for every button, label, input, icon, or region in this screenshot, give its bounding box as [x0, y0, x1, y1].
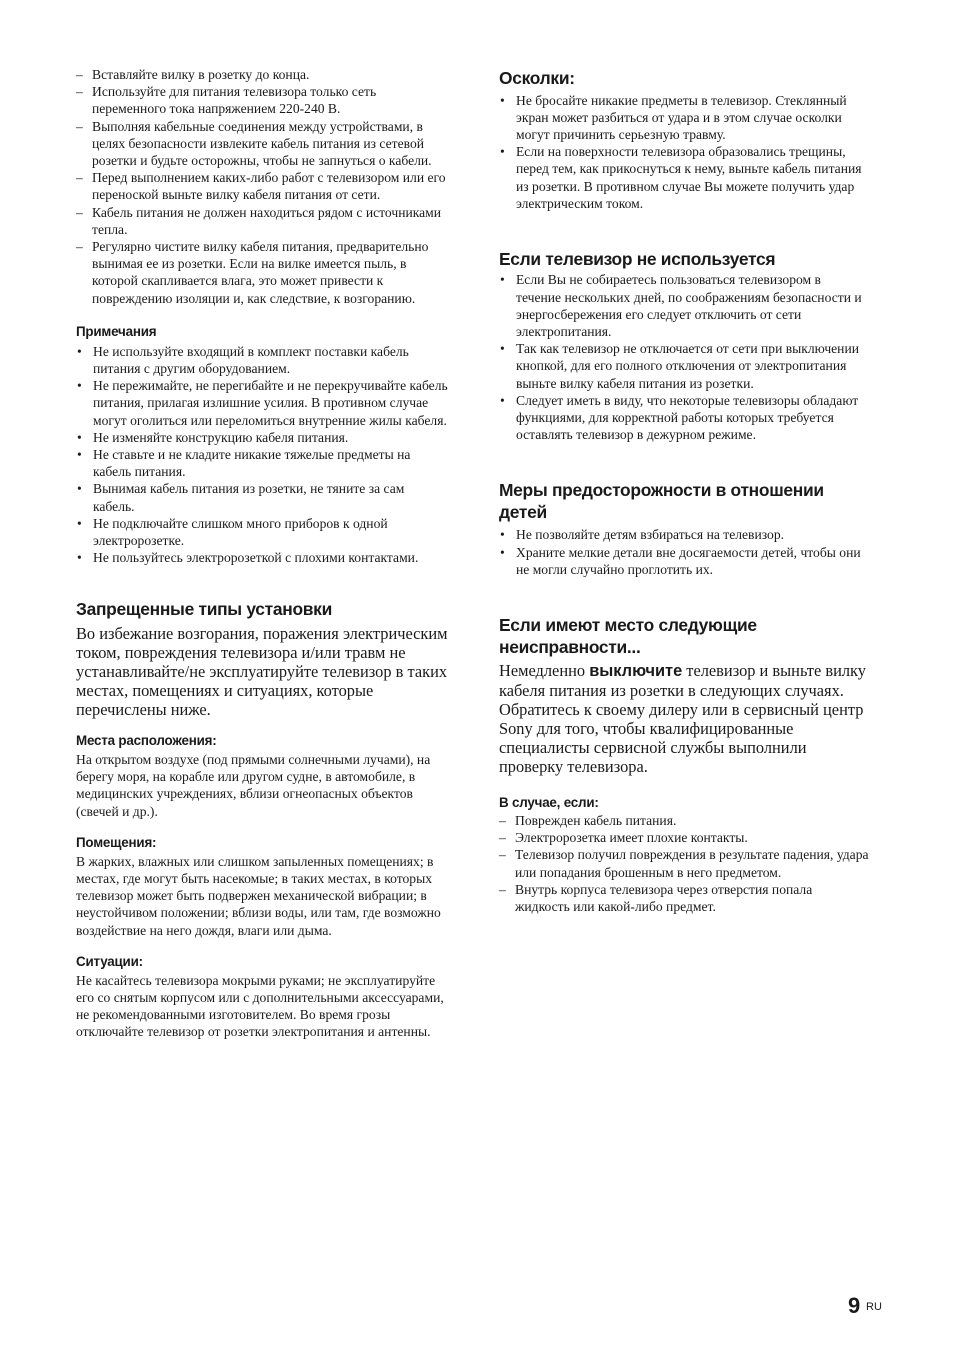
situations-text: Не касайтесь телевизора мокрыми руками; не эксплуатируйте его со снятым корпусом или с дополнительными аксессуарами, не рекомендованными изготовителем. Во время грозы отключайте телевизор от розетки электропитания и антенны. — [76, 972, 444, 1040]
list-item: – Электророзетка имеет плохие контакты. — [482, 829, 869, 846]
list-item: • Не ставьте и не кладите никакие тяжелые предметы на кабель питания. — [76, 446, 448, 480]
power-off-emphasis: выключите — [589, 662, 683, 681]
forbidden-installation-heading: Запрещенные типы установки — [76, 599, 332, 620]
list-item: – Вставляйте вилку в розетку до конца. — [59, 66, 448, 83]
list-item: • Так как телевизор не отключается от сети при выключении кнопкой, для его полного отключения от электропитания выньте вилку кабеля питания из розетки. — [499, 340, 869, 392]
notes-heading: Примечания — [76, 323, 157, 339]
list-item: – Используйте для питания телевизора только сеть переменного тока напряжением 220-240 В. — [59, 83, 448, 117]
page-number: 9 — [848, 1293, 861, 1318]
list-item: • Не пользуйтесь электророзеткой с плохими контактами. — [76, 549, 448, 566]
list-item: • Не подключайте слишком много приборов к одной электророзетке. — [76, 515, 448, 549]
children-heading: Меры предосторожности в отношении детей — [499, 480, 824, 522]
situations-heading: Ситуации: — [76, 953, 143, 969]
power-cord-list — [59, 66, 448, 307]
list-item: – Кабель питания не должен находиться рядом с источниками тепла. — [59, 204, 448, 238]
locations-heading: Места расположения: — [76, 732, 217, 748]
list-item: • Если Вы не собираетесь пользоваться телевизором в течение нескольких дней, по соображениям безопасности и энергосбережения его следует отключить от сети электропитания. — [499, 271, 869, 340]
fragments-list — [499, 92, 869, 212]
list-item: • Не используйте входящий в комплект поставки кабель питания с другим оборудованием. — [76, 343, 448, 377]
right-column — [499, 68, 869, 915]
list-item: – Поврежден кабель питания. — [482, 812, 869, 829]
rooms-text: В жарких, влажных или слишком запыленных помещениях; в местах, где могут быть насекомые; в таких местах, в которых телевизор может быть подвержен механической вибрации; в неустойчивом положении; вблизи воды, или там, где возможно воздействие на него дождя, влаги или дыма. — [76, 853, 441, 938]
list-item: • Храните мелкие детали вне досягаемости детей, чтобы они не могли случайно проглотить их. — [499, 544, 869, 578]
rooms-heading: Помещения: — [76, 834, 157, 850]
locations-text: На открытом воздухе (под прямыми солнечными лучами), на берегу моря, на корабле или другом судне, в автомобиле, в медицинских учреждениях, вблизи огнеопасных объектов (свечей и др.). — [76, 751, 431, 819]
cases-heading: В случае, если: — [499, 795, 599, 811]
list-item: – Внутрь корпуса телевизора через отверстия попала жидкость или какой-либо предмет. — [482, 881, 869, 915]
page-language-code: RU — [866, 1301, 882, 1313]
not-in-use-heading: Если телевизор не используется — [499, 248, 776, 269]
list-item: – Регулярно чистите вилку кабеля питания, предварительно вынимая ее из розетки. Если на вилке имеется пыль, в которой скапливается влага, это может привести к повреждению изоляции и, как следствие, к возгоранию. — [59, 238, 448, 307]
malfunction-paragraph-2: Обратитесь к своему дилеру или в сервисный центр Sony для того, чтобы квалифицированные специалисты сервисной службы выполнили проверку телевизора. — [499, 700, 864, 777]
malfunction-heading: Если имеют место следующие неисправности... — [499, 615, 757, 657]
left-column — [76, 66, 448, 1041]
forbidden-installation-intro: Во избежание возгорания, поражения электрическим током, повреждения телевизора и/или травм не устанавливайте/не эксплуатируйте телевизор в таких местах, помещениях и ситуациях, которые перечислены ниже. — [76, 623, 448, 719]
notes-list — [76, 343, 448, 567]
list-item: – Телевизор получил повреждения в результате падения, удара или попадания брошенным в него предметом. — [482, 846, 869, 880]
list-item: • Вынимая кабель питания из розетки, не тяните за сам кабель. — [76, 480, 448, 514]
children-list — [499, 526, 869, 578]
list-item: – Выполняя кабельные соединения между устройствами, в целях безопасности извлеките кабель питания из сетевой розетки и будьте осторожны, чтобы не запнуться о кабели. — [59, 118, 448, 170]
list-item: – Перед выполнением каких-либо работ с телевизором или его переноской выньте вилку кабеля питания от сети. — [59, 169, 448, 203]
malfunction-text-after: телевизор и выньте вилку кабеля питания из розетки в следующих случаях. — [499, 661, 866, 701]
list-item: • Не изменяйте конструкцию кабеля питания. — [76, 429, 448, 446]
list-item: • Не пережимайте, не перегибайте и не перекручивайте кабель питания, прилагая излишние усилия. В противном случае могут оголиться или переломиться внутренние жилы кабеля. — [76, 377, 448, 429]
fragments-heading: Осколки: — [499, 68, 575, 88]
malfunction-paragraph-1 — [499, 661, 869, 700]
list-item: • Если на поверхности телевизора образовались трещины, перед тем, как прикоснуться к нему, выньте кабель питания из розетки. В противном случае Вы можете получить удар электрическим током. — [499, 143, 869, 212]
list-item: • Не бросайте никакие предметы в телевизор. Стеклянный экран может разбиться от удара и в этом случае осколки могут причинить серьезную травму. — [499, 92, 869, 144]
not-in-use-list — [499, 271, 869, 443]
malfunction-text-before: Немедленно — [499, 661, 590, 681]
cases-list — [482, 812, 869, 915]
list-item: • Не позволяйте детям взбираться на телевизор. — [499, 526, 869, 543]
list-item: • Следует иметь в виду, что некоторые телевизоры обладают функциями, для корректной работы которых требуется оставлять телевизор в дежурном режиме. — [499, 392, 869, 444]
